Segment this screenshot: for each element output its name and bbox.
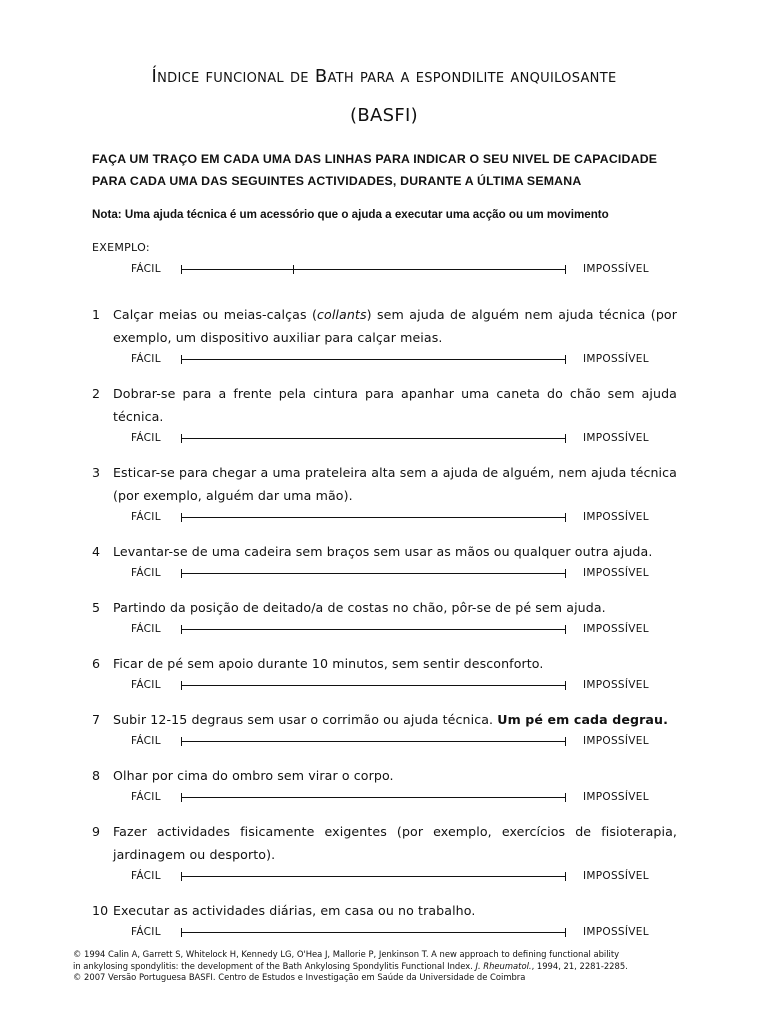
question-number: 4 [92,544,101,559]
question-text-rest: ) sem ajuda de alguém nem ajuda técnica (por exemplo, um dispositivo auxiliar para calçar meias. [113,307,677,345]
scale-easy-label: FÁCIL [131,432,161,444]
title-part2: ath para a espondilite anquilosante [327,66,617,87]
question-text [113,303,677,349]
scale-impossible-label: IMPOSSÍVEL [583,353,649,365]
scale-line[interactable] [181,359,566,360]
question-text-main: Dobrar-se para a frente pela cintura para apanhar uma caneta do chão sem ajuda técnica. [113,386,677,424]
scale-right-tick [565,681,566,690]
scale-easy-label: FÁCIL [131,511,161,523]
question-text [113,899,677,922]
nota-text: Nota: Uma ajuda técnica é um acessório que o ajuda a executar uma acção ou um movimento [92,208,609,221]
answer-scale[interactable] [0,566,768,582]
question-text-main: Levantar-se de uma cadeira sem braços sem usar as mãos ou qualquer outra ajuda. [113,544,653,559]
question-text [113,652,677,675]
scale-impossible-label: IMPOSSÍVEL [583,870,649,882]
question-number: 3 [92,465,101,480]
question-text-main: Executar as actividades diárias, em casa ou no trabalho. [113,903,476,918]
question-number: 7 [92,712,101,727]
page-title [0,66,768,87]
question-text [113,596,677,619]
answer-scale[interactable] [0,790,768,806]
page-subtitle: (BASFI) [350,105,418,126]
question-text-italic: collants [317,307,367,322]
answer-scale[interactable] [0,431,768,447]
example-label: EXEMPLO: [92,241,150,254]
scale-line[interactable] [181,685,566,686]
scale-right-tick [565,513,566,522]
question-text-main: Subir 12-15 degraus sem usar o corrimão ou ajuda técnica. [113,712,498,727]
scale-impossible-label: IMPOSSÍVEL [583,623,649,635]
scale-right-tick [565,928,566,937]
footer-line-2 [73,961,713,973]
scale-right-tick [565,265,566,274]
scale-impossible-label: IMPOSSÍVEL [583,567,649,579]
footer-line-3: © 2007 Versão Portuguesa BASFI. Centro de Estudos e Investigação em Saúde da Universidade de Coimbra [73,972,526,982]
title-b: B [314,66,328,87]
question-number: 10 [92,903,109,918]
question-text-main: Esticar-se para chegar a uma prateleira alta sem a ajuda de alguém, nem ajuda técnica (por exemplo, alguém dar uma mão). [113,465,677,503]
scale-line[interactable] [181,876,566,877]
scale-easy-label: FÁCIL [131,926,161,938]
question-number: 1 [92,307,101,322]
scale-right-tick [565,737,566,746]
scale-right-tick [565,355,566,364]
scale-right-tick [565,625,566,634]
scale-impossible-label: IMPOSSÍVEL [583,735,649,747]
scale-right-tick [565,872,566,881]
scale-easy-label: FÁCIL [131,263,161,275]
scale-line[interactable] [181,932,566,933]
instructions-line-1: FAÇA UM TRAÇO EM CADA UMA DAS LINHAS PARA INDICAR O SEU NIVEL DE CAPACIDADE [92,152,658,166]
copyright-footer [73,949,713,984]
scale-line[interactable] [181,438,566,439]
question-text-main: Calçar meias ou meias-calças ( [113,307,317,322]
answer-scale[interactable] [0,734,768,750]
scale-impossible-label: IMPOSSÍVEL [583,511,649,523]
question-text [113,382,677,428]
question-text [113,820,677,866]
question-text-bold: Um pé em cada degrau. [497,712,668,727]
title-part1: ndice funcional de [157,66,315,87]
question-number: 2 [92,386,101,401]
question-text [113,540,677,563]
scale-impossible-label: IMPOSSÍVEL [583,432,649,444]
footer-line-2-post: , 1994, 21, 2281-2285. [531,960,628,971]
scale-easy-label: FÁCIL [131,623,161,635]
answer-scale[interactable] [0,622,768,638]
footer-journal: J. Rheumatol. [475,960,532,971]
scale-easy-label: FÁCIL [131,353,161,365]
instructions-line-2: PARA CADA UMA DAS SEGUINTES ACTIVIDADES, DURANTE A ÚLTIMA SEMANA [92,174,582,188]
example-scale [0,262,768,278]
scale-right-tick [565,569,566,578]
footer-line-2-pre: in ankylosing spondylitis: the development of the Bath Ankylosing Spondylitis Functional Index. [73,960,476,971]
scale-impossible-label: IMPOSSÍVEL [583,926,649,938]
instructions [92,148,692,192]
scale-easy-label: FÁCIL [131,791,161,803]
scale-impossible-label: IMPOSSÍVEL [583,679,649,691]
question-number: 6 [92,656,101,671]
scale-impossible-label: IMPOSSÍVEL [583,791,649,803]
answer-scale[interactable] [0,510,768,526]
answer-scale[interactable] [0,869,768,885]
scale-line[interactable] [181,629,566,630]
scale-line[interactable] [181,797,566,798]
scale-line[interactable] [181,573,566,574]
question-text [113,708,677,731]
question-text-main: Partindo da posição de deitado/a de costas no chão, pôr-se de pé sem ajuda. [113,600,606,615]
title-initial: Í [151,66,158,87]
answer-scale[interactable] [0,352,768,368]
question-text-main: Fazer actividades fisicamente exigentes (por exemplo, exercícios de fisioterapia, jardinagem ou desporto). [113,824,677,862]
question-text-main: Ficar de pé sem apoio durante 10 minutos, sem sentir desconforto. [113,656,544,671]
question-number: 5 [92,600,101,615]
scale-impossible-label: IMPOSSÍVEL [583,263,649,275]
question-text [113,461,677,507]
question-number: 8 [92,768,101,783]
question-text [113,764,677,787]
answer-scale[interactable] [0,678,768,694]
question-text-main: Olhar por cima do ombro sem virar o corpo. [113,768,394,783]
scale-easy-label: FÁCIL [131,567,161,579]
question-number: 9 [92,824,101,839]
answer-scale[interactable] [0,925,768,941]
footer-line-1: © 1994 Calin A, Garrett S, Whitelock H, Kennedy LG, O'Hea J, Mallorie P, Jenkinson T. A new approach to defining functional ability [73,949,620,959]
scale-right-tick [565,434,566,443]
scale-line [181,269,566,270]
scale-easy-label: FÁCIL [131,735,161,747]
scale-line[interactable] [181,517,566,518]
scale-easy-label: FÁCIL [131,870,161,882]
example-mark [293,265,294,274]
scale-easy-label: FÁCIL [131,679,161,691]
scale-line[interactable] [181,741,566,742]
scale-right-tick [565,793,566,802]
